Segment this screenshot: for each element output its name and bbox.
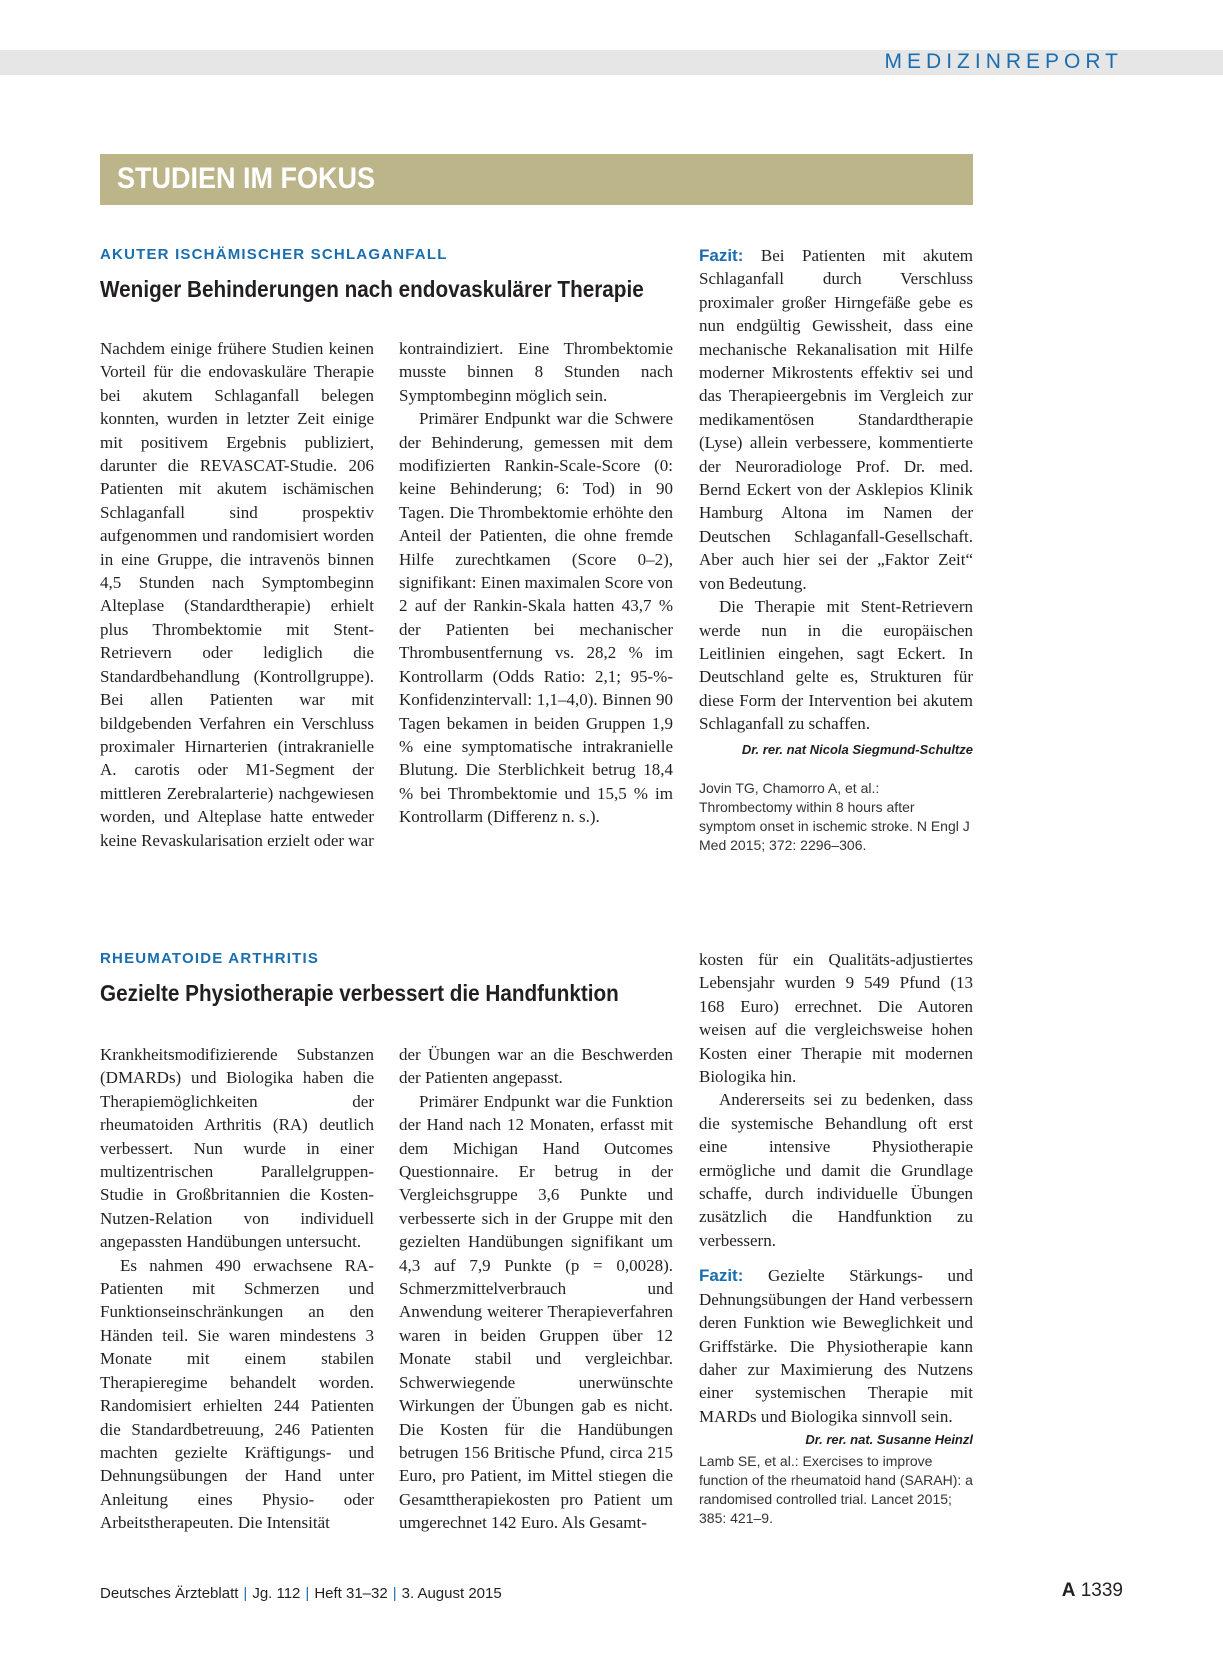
fazit-paragraph [699, 1264, 973, 1448]
fazit-label: Fazit: [699, 246, 744, 265]
paragraph: Primärer Endpunkt war die Funktion der Hand nach 12 Monaten, erfasst mit dem Michigan Hand Outcomes Questionnaire. Er betrug in der Vergleichsgruppe 3,6 Punkte und verbesserte sich in der Gruppe mit den gezielten Handübungen signifikant um 4,3 auf 7,9 Punkte (p = 0,0028). Schmerzmittelverbrauch und Anwendung weiterer Therapieverfahren waren in beiden Gruppen über 12 Monate stabil und vergleichbar. Schwerwiegende unerwünschte Wirkungen der Übungen gab es nicht. Die Kosten für die Handübungen betrugen 156 Britische Pfund, circa 215 Euro, pro Patient, im Mittel stiegen die Gesamttherapiekosten pro Patient um umgerechnet 142 Euro. Als Gesamt- [399, 1091, 673, 1533]
paragraph: Andererseits sei zu bedenken, dass die systemische Behandlung oft erst eine intensive Physiotherapie ermögliche und damit die Grundlage schaffe, durch individuelle Übungen zusätzlich die Handfunktion zu verbessern. [699, 1090, 973, 1250]
footer-citation [100, 1585, 502, 1602]
page-number-value: 1339 [1080, 1580, 1123, 1601]
article2-column-2 [399, 1043, 673, 1535]
footer-date: 3. August 2015 [401, 1585, 502, 1602]
author: Dr. rer. nat. Susanne Heinzl [805, 1432, 973, 1448]
paragraph: Die Therapie mit Stent-Retrievern werde nun in die europäischen Leitlinien eingehen, sagt Eckert. In Deutschland gelte es, Strukturen für diese Form der Intervention bei akutem Schlaganfall zu schaffen. [699, 597, 973, 734]
paragraph: der Übungen war an die Beschwerden der Patienten angepasst. [399, 1045, 673, 1088]
fazit-text: Gezielte Stärkungs- und Dehnungsübungen der Hand verbessern deren Funktion wie Beweglichkeit und Griffstärke. Die Physiotherapie kann daher zur Maximierung des Nutzens einer systemischen Therapie mit MARDs und Biologika sinnvoll sein. [699, 1266, 973, 1426]
article2-kicker: RHEUMATOIDE ARTHRITIS [100, 950, 320, 967]
footer-volume: Jg. 112 [252, 1585, 301, 1602]
paragraph: kontraindiziert. Eine Thrombektomie musste binnen 8 Stunden nach Symptombeginn möglich sein. [399, 339, 673, 405]
footer-issue: Heft 31–32 [314, 1585, 388, 1602]
article1-kicker: AKUTER ISCHÄMISCHER SCHLAGANFALL [100, 246, 448, 263]
separator: | [243, 1585, 248, 1602]
fazit-text: Bei Patienten mit akutem Schlaganfall durch Verschluss proximaler großer Hirngefäße gebe es nun endgültig Gewissheit, dass eine mechanische Rekanalisation mit Hilfe moderner Mikrostents effektiv sei und das Therapieergebnis im Vergleich zur medikamentösen Standardtherapie (Lyse) allein verbessere, kommentierte der Neuroradiologe Prof. Dr. med. Bernd Eckert von der Asklepios Klinik Hamburg Altona im Namen der Deutschen Schlaganfall-Gesellschaft. Aber auch hier sei der „Faktor Zeit“ von Bedeutung. [699, 246, 974, 593]
footer-journal: Deutsches Ärzteblatt [100, 1585, 239, 1602]
paragraph: kosten für ein Qualitäts-adjustiertes Lebensjahr wurden 9 549 Pfund (13 168 Euro) errechnet. Die Autoren weisen auf die vergleichsweise hohen Kosten einer Therapie mit modernen Biologika hin. [699, 950, 973, 1087]
focus-banner [100, 154, 973, 205]
paragraph: Krankheitsmodifizierende Substanzen (DMARDs) und Biologika haben die Therapiemöglichkeiten der rheumatoiden Arthritis (RA) deutlich verbessert. Nun wurde in einer multizentrischen Parallelgruppen-Studie in Großbritannien die Kosten-Nutzen-Relation von individuell angepassten Handübungen untersucht. [100, 1045, 374, 1252]
paragraph: Nachdem einige frühere Studien keinen Vorteil für die endovaskuläre Therapie bei akutem Schlaganfall belegen konnten, wurden in letzter Zeit einige mit positivem Ergebnis publiziert, darunter die REVASCAT-Studie. 206 Patienten mit akutem ischämischen Schlaganfall sind prospektiv aufgenommen und randomisiert worden in eine Gruppe, die intravenös binnen 4,5 Stunden nach Symptombeginn Alteplase (Standardtherapie) erhielt plus Thrombektomie mit Stent-Retrievern oder lediglich die Standardbehandlung (Kontrollgruppe). Bei allen Patienten war mit bildgebenden Verfahren ein Verschluss proximaler Hirnarterien (intrakranielle A. carotis oder M1-Segment der mittleren Zerebralarterie) nachgewiesen worden, und Alteplase hatte entweder keine Revaskularisation erzielt oder war [100, 339, 374, 850]
page-number [1062, 1580, 1123, 1602]
banner-title: STUDIEN IM FOKUS [117, 162, 376, 195]
article1-headline: Weniger Behinderungen nach endovaskulärer Therapie [100, 276, 644, 302]
fazit-label: Fazit: [699, 1266, 744, 1286]
author: Dr. rer. nat Nicola Siegmund-Schultze [741, 741, 973, 757]
article2-column-3 [699, 948, 973, 1528]
fazit-paragraph [699, 244, 973, 595]
section-label: MEDIZINREPORT [884, 50, 1123, 73]
reference: Jovin TG, Chamorro A, et al.: Thrombectomy within 8 hours after symptom onset in ischemic stroke. N Engl J Med 2015; 372: 2296–306. [699, 779, 970, 853]
paragraph: Primärer Endpunkt war die Schwere der Behinderung, gemessen mit dem modifizierten Rankin-Scale-Score (0: keine Behinderung; 6: Tod) in 90 Tagen. Die Thrombektomie erhöhte den Anteil der Patienten, die ohne fremde Hilfe zurechtkamen (Score 0–2), signifikant: Einen maximalen Score von 2 auf der Rankin-Skala hatten 43,7 % der Patienten bei mechanischer Thrombusentfernung vs. 28,2 % im Kontrollarm (Odds Ratio: 2,1; 95-%-Konfidenzintervall: 1,1–4,0). Binnen 90 Tagen bekamen in beiden Gruppen 1,9 % eine symptomatische intrakranielle Blutung. Die Sterblichkeit betrug 18,4 % bei Thrombektomie und 15,5 % im Kontrollarm (Differenz n. s.). [399, 409, 673, 827]
separator: | [392, 1585, 397, 1602]
article1-column-1 [100, 337, 374, 852]
reference: Lamb SE, et al.: Exercises to improve function of the rheumatoid hand (SARAH): a randomised controlled trial. Lancet 2015; 385: 421–9. [699, 1452, 973, 1526]
page-prefix: A [1061, 1580, 1076, 1601]
separator: | [305, 1585, 310, 1602]
article1-column-3 [699, 244, 973, 855]
article2-headline: Gezielte Physiotherapie verbessert die Handfunktion [100, 980, 619, 1006]
paragraph: Es nahmen 490 erwachsene RA-Patienten mit Schmerzen und Funktionseinschränkungen an den Händen teil. Sie waren mindestens 3 Monate mit einem stabilen Therapieregime behandelt worden. Randomisiert erhielten 244 Patienten die Standardbetreuung, 246 Patienten machten gezielte Kräftigungs- und Dehnungsübungen der Hand unter Anleitung eines Physio- oder Arbeitstherapeuten. Die Intensität [100, 1255, 374, 1533]
article1-column-2 [399, 337, 673, 829]
article2-column-1 [100, 1043, 374, 1535]
